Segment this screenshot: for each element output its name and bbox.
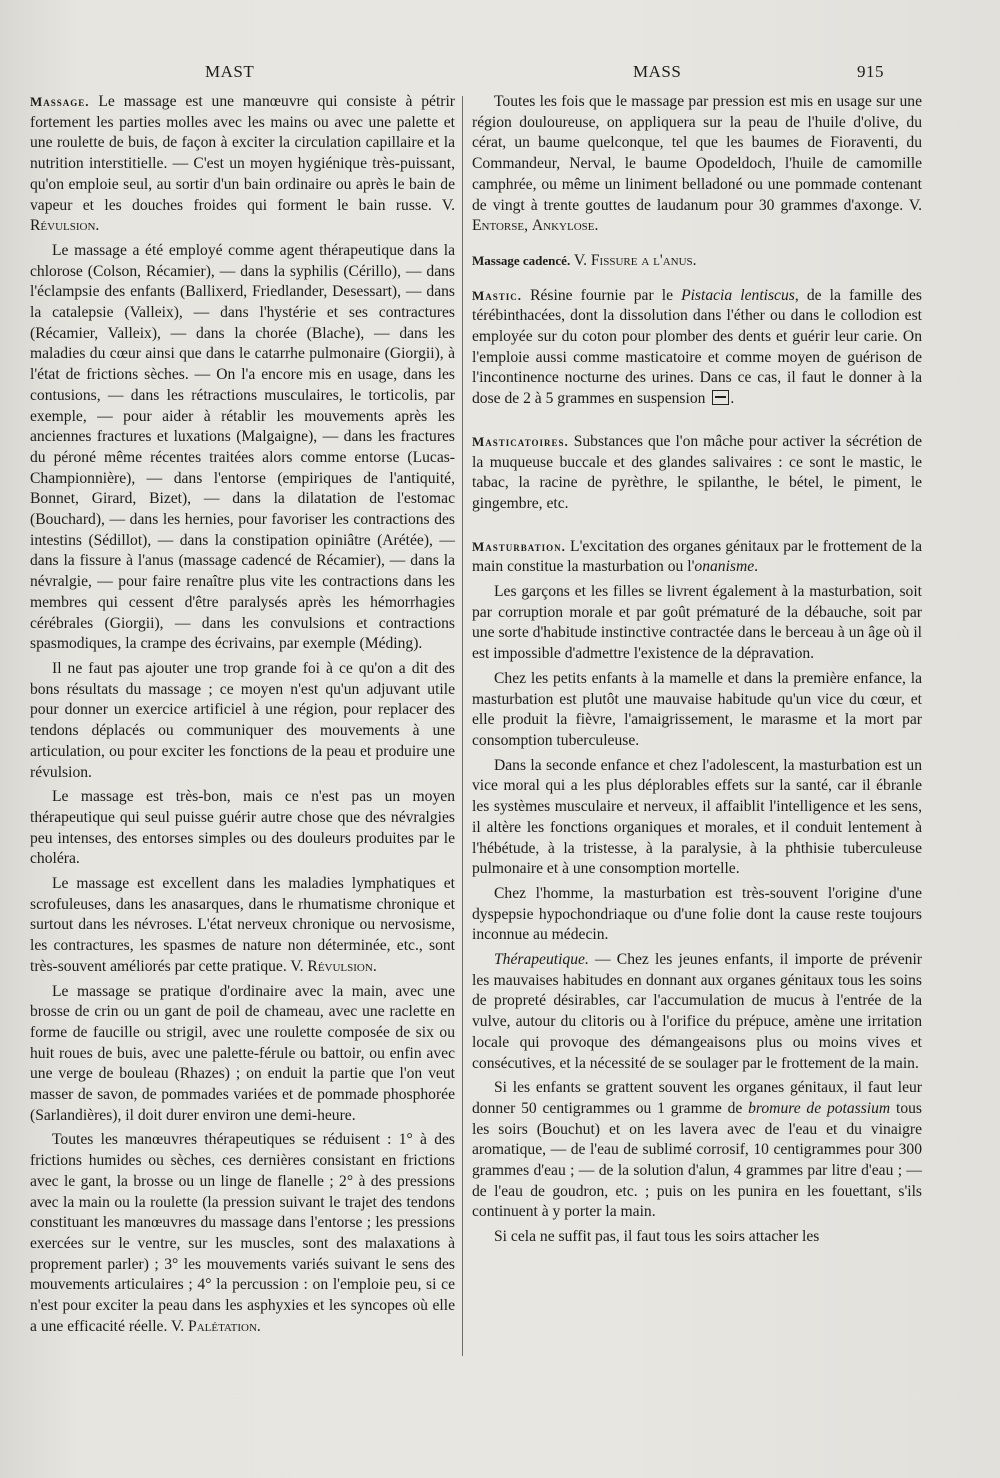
paragraph: Il ne faut pas ajouter une trop grande foi à ce qu'on a dit des bons résultats du massage ; ce moyen n'est qu'un adjuvant utile pour donner un exercice artificiel à une région, pour replacer des tendons déplacés ou communiquer des mouvements à une articulation, ou pour exciter les fonctions de la peau et produire une révulsion. xyxy=(30,659,455,781)
headword-masticatoires: Masticatoires. xyxy=(472,433,569,449)
entry-text: Substances que l'on mâche pour activer la sécrétion de la muqueuse buccale et des glandes salivaires : ce sont le mastic, le tabac, la racine de pyrèthre, le spilanthe, le bétel, le piment, le gingembre, etc. xyxy=(472,432,922,512)
entry-massage-cadence: Massage cadencé. V. Fissure a l'anus. xyxy=(472,251,697,269)
entry-massage: Massage. Le massage est une manœuvre qui consiste à pétrir fortement les parties molles avec les mains ou avec une palette et une roulette de buis, de façon à exciter la circulation capillaire et la nutrition interstitielle. — C'est un moyen hygiénique très-puissant, qu'on emploie seul, au sortir d'un bain ordinaire ou après le bain de vapeur et les douches froides qui forment le bain russe. V. Révulsion. xyxy=(30,93,455,235)
paragraph-text: Toutes les manœuvres thérapeutiques se réduisent : 1° à des frictions humides ou sèches, ces dernières consistant en frictions avec le gant, la brosse ou un linge de flanelle ; 2° à des pressions avec la main ou la roulette (la pression suivant le trajet des tendons constituant les manœuvres du massage dans l'entorse ; les pressions exercées sur le ventre, sur les muscles, sont des malaxations à proprement parler) ; 3° les mouvements variés suivant le sens des mouvements articulaires ; 4° la percussion : on l'emploie peu, si ce n'est pour exciter la peau dans les asphyxies et les syncopes où elle a une efficacité réelle. V. xyxy=(30,1131,455,1335)
paragraph: Le massage a été employé comme agent thérapeutique dans la chlorose (Colson, Récamier), — dans la syphilis (Cérillo), — dans l'éclampsie des enfants (Ballixerd, Friedlander, Desessart), — dans la catalepsie (Valleix), — dans l'hystérie et ses contractures (Récamier, Valleix), — dans la chorée (Blache), — dans les maladies du cœur ainsi que dans le catarrhe pulmonaire (Giorgii), à l'état de frictions sèches. — On l'a encore mis en usage, dans les contusions, — dans les rétractions musculaires, le torticolis, par exemple, — pour aider à rétablir les mouvements après les anciennes fractures et luxations (Malgaigne), — dans les fractures du péroné même récentes traitées alors comme entorse (Lucas-Championnière), — dans l'entorse (empiriques de l'antiquité, Bonnet, Girard, Bizet), — dans la dilatation de l'estomac (Bouchard), — dans les hernies, pour favoriser les contractions des intestins (Sédillot), — dans la constipation opiniâtre (Arétée), — dans la fissure à l'anus (massage cadencé de Récamier), — dans la névralgie, — pour faire renaître plus vite les contractions dans les membres qui cessent d'être paralysés après les hémorrhagies cérébrales (Giorgii), — dans les convulsions et contractions spasmodiques, la crampe des écrivains, par exemple (Méding). xyxy=(30,241,455,653)
headword-massage-cadence: Massage cadencé. xyxy=(472,252,571,268)
entry-masturbation: Masturbation. L'excitation des organes génitaux par le frottement de la main constitue la masturbation ou l'onanisme. xyxy=(472,537,922,576)
page-number: 915 xyxy=(857,62,884,81)
paragraph: Chez les petits enfants à la mamelle et dans la première enfance, la masturbation est plutôt une mauvaise habitude qu'un vice du cœur, et elle produit la fièvre, l'amaigrissement, le marasme et la mort par consomption tuberculeuse. xyxy=(472,669,922,749)
paragraph: Le massage se pratique d'ordinaire avec la main, avec une brosse de crin ou un gant de poil de chameau, avec une raclette en forme de faucille ou strigil, avec une roulette composée de six ou huit roues de buis, avec une palette-férule ou battoir, ou enfin avec une verge de bouleau (Rhazes) ; on enduit la partie que l'on veut masser de savon, de pommades variées et de pommade phosphorée (Sarlandières), il doit durer environ une demi-heure. xyxy=(30,982,455,1124)
entry-mastic: Mastic. Résine fournie par le Pistacia lentiscus, de la famille des térébinthacées, dont la dissolution dans l'éther ou dans le collodion est employée sur du coton pour plomber des dents et guérir leur carie. On l'emploie aussi comme masticatoire et comme moyen de guérison de l'incontinence nocturne des urines. Dans ce cas, il faut le donner à la dose de 2 à 5 grammes en suspension . xyxy=(472,286,922,408)
paragraph xyxy=(472,950,922,1074)
paragraph: Toutes les manœuvres thérapeutiques se réduisent : 1° à des frictions humides ou sèches, ces dernières consistant en frictions avec le gant, la brosse ou un linge de flanelle ; 2° à des pressions avec la main ou la roulette (la pression suivant le trajet des tendons constituant les manœuvres du massage dans l'entorse ; les pressions exercées sur le ventre, sur les muscles, sont des malaxations à proprement parler) ; 3° les mouvements variés suivant le sens des mouvements articulaires ; 4° la percussion : on l'emploie peu, si ce n'est pour exciter la peau dans les asphyxies et les syncopes où elle a une efficacité réelle. V. Palétation. xyxy=(30,1131,455,1335)
entry-text: V. xyxy=(570,251,591,269)
column-divider xyxy=(462,96,463,1356)
paragraph: Le massage est très-bon, mais ce n'est pas un moyen thérapeutique qui seul puisse guérir autre chose que des névralgies peu intenses, des entorses simples ou des douleurs produites par le choléra. xyxy=(30,788,455,868)
paragraph-text: Toutes les fois que le massage par pression est mis en usage sur une région douloureuse, on appliquera sur la peau de l'huile d'olive, du cérat, un baume quelconque, tel que les baumes de Fioraventi, du Commandeur, Nerval, le baume Opodeldoch, l'huile de camomille camphrée, ou même un liniment belladoné ou une pommade contenant de vingt à trente gouttes de laudanum pour 30 grammes d'axonge. V. xyxy=(472,93,922,214)
entry-text: L'excitation des organes génitaux par le frottement de la main constitue la masturbation ou l' xyxy=(472,537,922,576)
cross-ref-fissure: Fissure a l'anus xyxy=(590,251,693,269)
paragraph: Les garçons et les filles se livrent également à la masturbation, soit par corruption morale et par goût prématuré de la débauche, soit par une sorte d'habitude instinctive contractée dans le berceau à un âge où il est impossible d'admettre l'existence de la dépravation. xyxy=(472,583,922,663)
separator: , xyxy=(524,217,532,235)
cross-ref-revulsion: Révulsion xyxy=(307,957,373,975)
paragraph-text: — Chez les jeunes enfants, il importe de prévenir les mauvaises habitudes en donnant aux organes génitaux tous les soins de propreté désirables, car l'accumulation de mucus à l'entrée de la vulve, autour du clitoris ou à l'orifice du prépuce, amène une irritation locale qui provoque des démangeaisons plus ou moins vives et consécutives, et la nécessité de se soulager par le frottement de la main. xyxy=(472,951,922,1072)
paragraph: Dans la seconde enfance et chez l'adolescent, la masturbation est un vice moral qui a les plus déplorables effets sur la santé, car il ébranle les systèmes musculaire et nerveux, il affaiblit l'intelligence et les sens, il altère les fonctions organiques et morales, et il conduit lentement à l'hébétude, à la tristesse, à la paralysie, à la phthisie tuberculeuse pulmonaire et à une consomption mortelle. xyxy=(472,756,922,878)
entry-massage-text: Le massage est une manœuvre qui consiste à pétrir fortement les parties molles avec les mains ou avec une palette et une roulette de buis, de façon à exciter la circulation capillaire et la nutrition interstitielle. — C'est un moyen hygiénique très-puissant, qu'on emploie seul, au sortir d'un bain ordinaire ou après le bain de vapeur et les douches froides qui forment le bain russe. V. xyxy=(30,93,455,214)
paragraph-text: Si les enfants se grattent souvent les organes génitaux, il faut leur donner 50 centigrammes ou 1 gramme de xyxy=(472,1079,922,1117)
section-label-therapeutique: Thérapeutique. xyxy=(494,951,589,969)
cross-ref-entorse: Entorse xyxy=(472,217,525,235)
term-onanisme: onanisme xyxy=(694,558,755,576)
paragraph-text: Le massage est excellent dans les maladies lymphatiques et scrofuleuses, dans les anasarques, dans le rhumatisme chronique et surtout dans les névroses. L'état nerveux chronique ou nervosisme, les contractures, les spasmes de nature non déterminée, etc., sont très-souvent améliorés par cette pratique. V. xyxy=(30,875,455,975)
paragraph-text: tous les soirs (Bouchut) et on les lavera avec de l'eau et du vinaigre aromatique, — de l'eau de sublimé corrosif, 10 centigrammes pour 300 grammes d'eau ; — de la solution d'alun, 4 grammes par litre d'eau ; — de l'eau de goudron, etc. ; puis on les punira en les fouettant, s'ils continuent à y porter la main. xyxy=(472,1099,922,1221)
headword-massage: Massage. xyxy=(30,94,90,109)
minus-box-symbol-icon xyxy=(712,390,729,405)
paragraph: Chez l'homme, la masturbation est très-souvent l'origine d'une dyspepsie hypochondriaque ou d'une folie dont la cause reste toujours inconnue au médecin. xyxy=(472,884,922,944)
entry-text: Résine fournie par le xyxy=(522,286,682,304)
entry-masticatoires xyxy=(472,432,922,515)
cross-ref-paletation: Palétation xyxy=(188,1317,257,1335)
entry-text: , de la famille des térébinthacées, dont la dissolution dans l'éther ou dans le collodion est employée sur du coton pour plomber des dents et guérir leur carie. On l'emploie aussi comme masticatoire et comme moyen de guérison de l'incontinence nocturne des urines. Dans ce cas, il faut le donner à la dose de 2 à 5 grammes en suspension xyxy=(472,286,922,408)
left-column xyxy=(30,92,455,1341)
headword-mastic: Mastic. xyxy=(472,287,523,303)
cross-ref-ankylose: Ankylose xyxy=(531,217,595,235)
paragraph: Le massage est excellent dans les maladies lymphatiques et scrofuleuses, dans les anasarques, dans le rhumatisme chronique et surtout dans les névroses. L'état nerveux chronique ou nervosisme, les contractures, les spasmes de nature non déterminée, etc., sont très-souvent améliorés par cette pratique. V. Révulsion. xyxy=(30,875,455,975)
header-center-guide-word: MASS xyxy=(633,62,682,81)
right-column xyxy=(472,92,922,1252)
paragraph: Si cela ne suffit pas, il faut tous les soirs attacher les xyxy=(494,1228,820,1246)
paragraph xyxy=(472,1078,922,1223)
drug-name: bromure de potassium xyxy=(748,1099,891,1117)
paragraph: Toutes les fois que le massage par pression est mis en usage sur une région douloureuse, on appliquera sur la peau de l'huile d'olive, du cérat, un baume quelconque, tel que les baumes de Fioraventi, du Commandeur, Nerval, le baume Opodeldoch, l'huile de camomille camphrée, ou même un liniment belladoné ou une pommade contenant de vingt à trente gouttes de laudanum pour 30 grammes d'axonge. V. Entorse, Ankylose. xyxy=(472,93,922,235)
headword-masturbation: Masturbation. xyxy=(472,538,566,554)
cross-ref-revulsion: Révulsion xyxy=(30,217,96,235)
species-name: Pistacia lentiscus xyxy=(681,286,795,304)
running-header xyxy=(0,62,1000,86)
header-left-guide-word: MAST xyxy=(205,62,255,81)
